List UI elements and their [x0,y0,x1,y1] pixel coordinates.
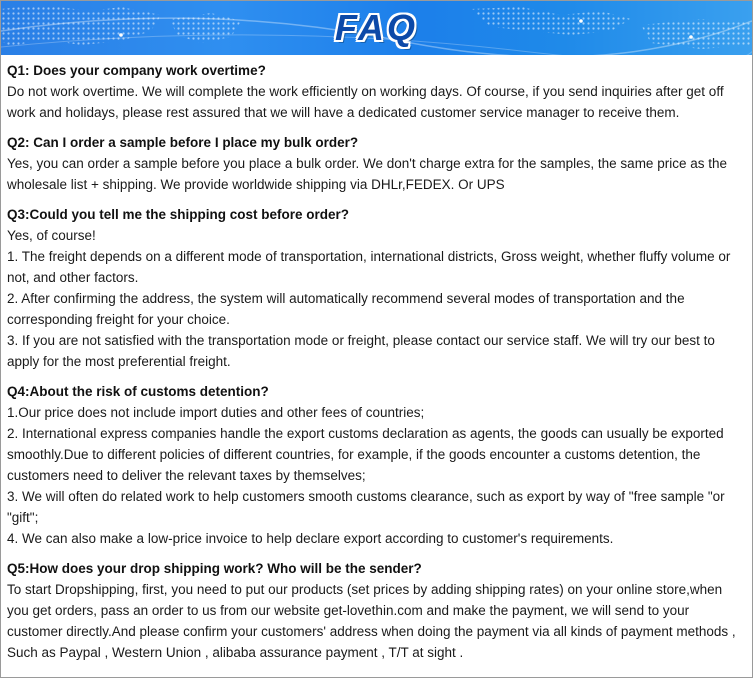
faq-question: Q1: Does your company work overtime? [7,63,266,78]
faq-item [7,61,746,123]
answer-line: 1. The freight depends on a different mode of transportation, international districts, Gross weight, whether fluffy volume or not, and other factors. [7,249,731,285]
faq-answer [7,579,746,663]
answer-line: To start Dropshipping, first, you need to put our products (set prices by adding shipping rates) on your online store,when you get orders, pass an order to us from our website get-lovethin.com and make the payment, we will send to your customer directly.And please confirm your customers' address when doing the payment via all kinds of payment methods , Such as Paypal , Western Union , alibaba assurance payment , T/T at sight . [7,582,736,660]
faq-item [7,382,746,549]
faq-item [7,133,746,195]
faq-answer [7,225,746,372]
answer-line: Yes, of course! [7,228,96,243]
answer-line: Yes, you can order a sample before you place a bulk order. We don't charge extra for the samples, the same price as the wholesale list + shipping. We provide worldwide shipping via DHLr,FEDEX. Or UPS [7,156,727,192]
faq-item [7,559,746,663]
faq-question: Q2: Can I order a sample before I place my bulk order? [7,135,359,150]
faq-banner [1,1,752,55]
answer-line: 3. We will often do related work to help customers smooth customs clearance, such as export by way of "free sample "or "gift"; [7,489,725,525]
answer-line: 2. After confirming the address, the system will automatically recommend several modes of transportation and the corresponding freight for your choice. [7,291,685,327]
faq-answer [7,402,746,549]
banner-title: FAQ [334,7,418,48]
answer-line: 3. If you are not satisfied with the transportation mode or freight, please contact our service staff. We will try our best to apply for the most preferential freight. [7,333,715,369]
faq-answer [7,153,746,195]
faq-question: Q3:Could you tell me the shipping cost before order? [7,207,350,222]
faq-list [1,55,752,663]
faq-question: Q4:About the risk of customs detention? [7,384,269,399]
faq-question: Q5:How does your drop shipping work? Who will be the sender? [7,561,422,576]
answer-line: 4. We can also make a low-price invoice to help declare export according to customer's requirements. [7,531,614,546]
faq-item [7,205,746,372]
answer-line: 1.Our price does not include import duties and other fees of countries; [7,405,425,420]
answer-line: Do not work overtime. We will complete the work efficiently on working days. Of course, if you send inquiries after get off work and holidays, please rest assured that we will have a dedicated customer service manager to receive them. [7,84,724,120]
answer-line: 2. International express companies handle the export customs declaration as agents, the goods can usually be exported smoothly.Due to different policies of different countries, for example, if the goods encounter a customs detention, the customers need to deliver the relevant taxes by themselves; [7,426,724,483]
faq-answer [7,81,746,123]
